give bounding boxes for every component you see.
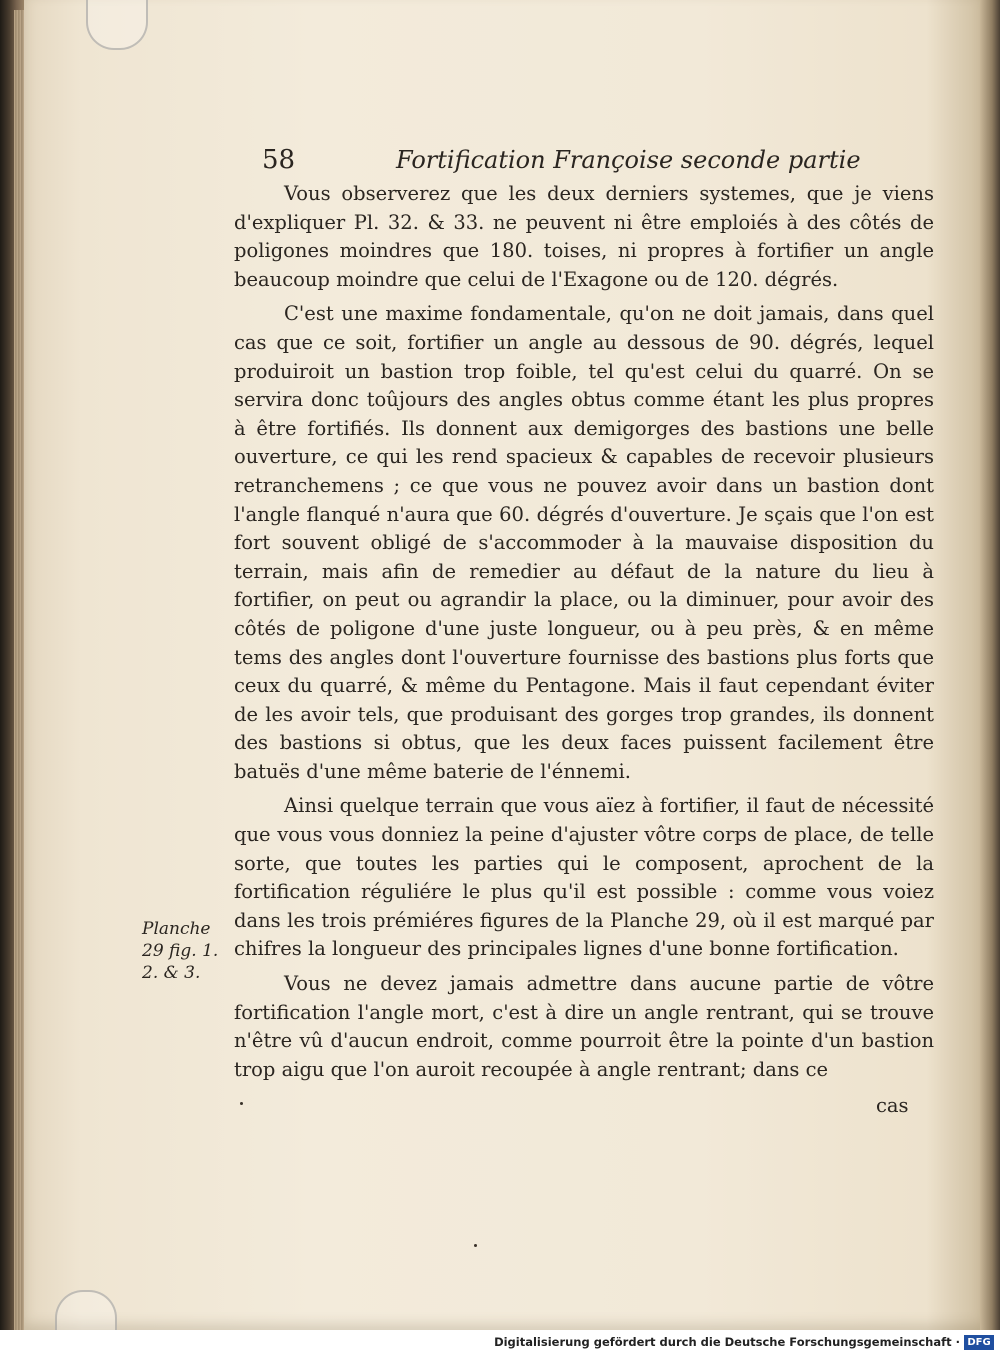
catchword: cas — [876, 1094, 909, 1117]
funding-credit: Digitalisierung gefördert durch die Deutsche Forschungsgemeinschaft · — [494, 1335, 960, 1349]
page-fore-edge — [980, 0, 1000, 1330]
clip-icon — [86, 0, 148, 50]
margin-note-line: 2. & 3. — [142, 963, 201, 983]
body-text — [234, 180, 934, 1084]
page-number: 58 — [262, 145, 296, 175]
ink-speck — [474, 1244, 477, 1247]
paragraph: C'est une maxime fondamentale, qu'on ne doit jamais, dans quel cas que ce soit, fortifier un angle au dessous de 90. dégrés, lequel produiroit un bastion trop foible, tel qu'est celui du quarré. On se servira donc toûjours des angles obtus comme étant les plus propres à être fortifiés. Ils donnent aux demigorges des bastions une belle ouverture, ce qui les rend spacieux & capables de recevoir plusieurs retranchemens ; ce que vous ne pouvez avoir dans un bastion dont l'angle flanqué n'aura que 60. dégrés d'ouverture. Je sçais que l'on est fort souvent obligé de s'accommoder à la mauvaise disposition du terrain, mais afin de remedier au défaut de la nature du lieu à fortifier, on peut ou agrandir la place, ou la diminuer, pour avoir des côtés de poligone d'une juste longueur, ou à peu près, & en même tems des angles dont l'ouverture fournisse des bastions plus forts que ceux du quarré, & même du Pentagone. Mais il faut cependant éviter de les avoir tels, que produisant des gorges trop grandes, ils donnent des bastions si obtus, que les deux faces puissent facilement être batuës d'une même baterie de l'énnemi. — [234, 302, 934, 783]
margin-note-line: 29 fig. 1. — [142, 941, 219, 961]
margin-note-line: Planche — [142, 919, 211, 939]
dfg-logo: DFG — [964, 1335, 994, 1350]
page-header — [262, 142, 861, 178]
running-title: Fortification Françoise seconde partie — [396, 146, 861, 174]
paragraph: Vous observerez que les deux derniers systemes, que je viens d'expliquer Pl. 32. & 33. ne peuvent ni être emploiés à des côtés de poligones moindres que 180. toises, ni propres à fortifier un angle beaucoup moindre que celui de l'Exagone ou de 120. dégrés. — [234, 182, 934, 291]
paragraph: Vous ne devez jamais admettre dans aucune partie de vôtre fortification l'angle mort, c'est à dire un angle rentrant, qui se trouve n'être vû d'aucun endroit, comme pourroit être la pointe d'un bastion trop aigu que l'on auroit recoupée à angle rentrant; dans ce — [234, 972, 934, 1081]
footer-bar — [0, 1330, 1000, 1356]
ink-speck — [240, 1102, 243, 1105]
margin-note — [142, 918, 232, 984]
paragraph: Ainsi quelque terrain que vous aïez à fortifier, il faut de nécessité que vous vous donniez la peine d'ajuster vôtre corps de place, de telle sorte, que toutes les parties qui le composent, aprochent de la fortification réguliére le plus qu'il est possible : comme vous voiez dans les trois prémiéres figures de la Planche 29, où il est marqué par chifres la longueur des principales lignes d'une bonne fortification. — [234, 794, 934, 961]
